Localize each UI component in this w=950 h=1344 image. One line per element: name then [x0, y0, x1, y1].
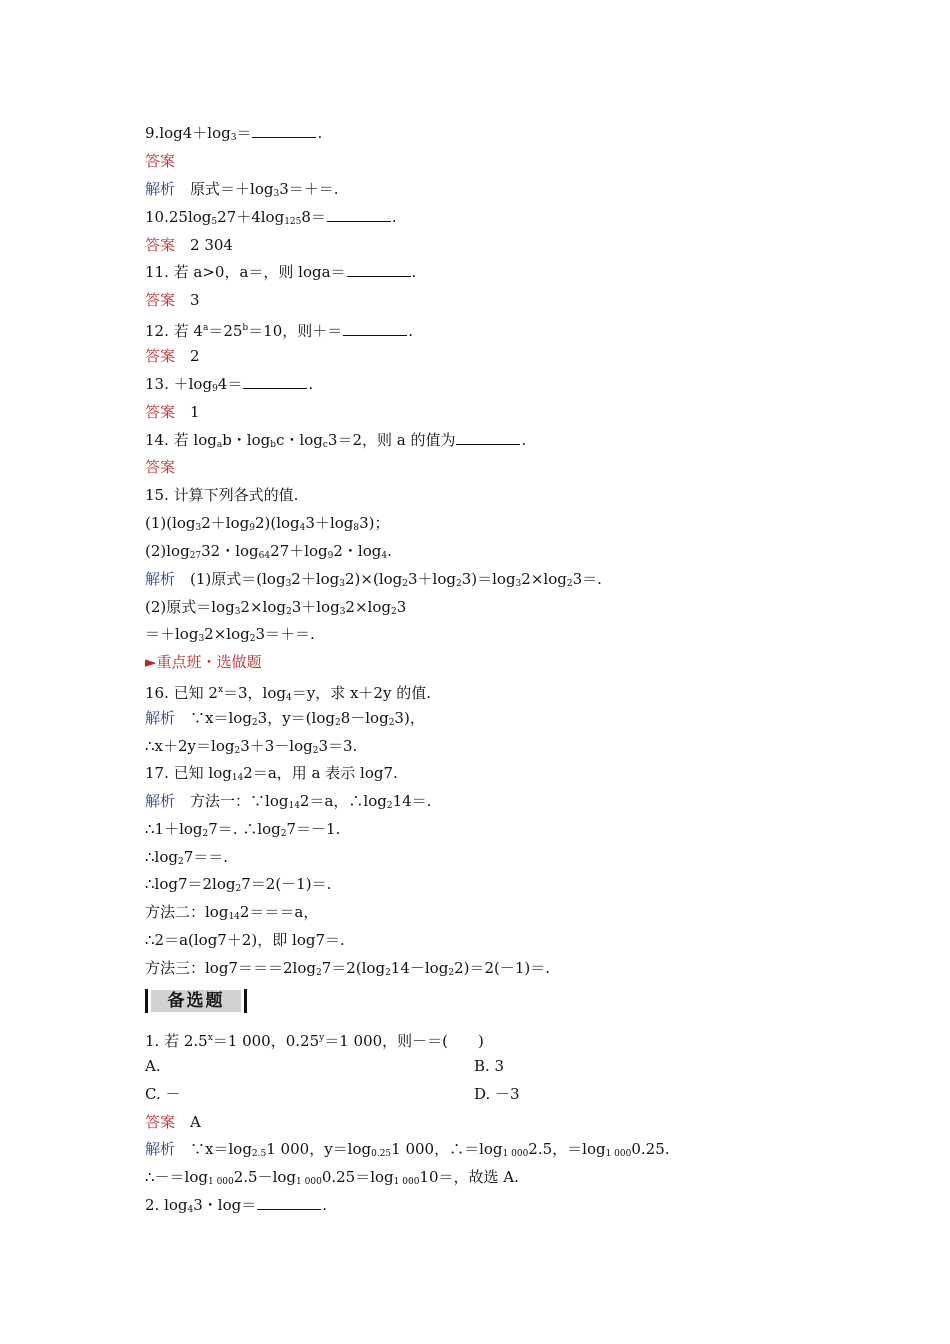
question-9: $9.\log 4+\log_3=$ . — [145, 124, 323, 143]
explanation-16-1: 解析 $\because x=\log_23$，$y=(\log_28-\log_23)$， — [145, 709, 425, 728]
option-c: C. － — [145, 1085, 181, 1103]
explanation-b1-1: 解析 $\because x=\log_{2.5}1$ 000，$y=\log_{0.25}1$ 000，$\therefore=\log_{1 000}2.5$，$=\log_{1 000}0.25$. — [145, 1140, 670, 1159]
explanation-15-1: 解析 (1)原式$=(\log_32+\log_32)\times(\log_23+\log_23)=\log_32\times\log_23=$. — [145, 570, 602, 589]
question-14: 14. 若 $\log_ab$・$\log_bc$・$\log_c3=2$，则 a 的值为 . — [145, 431, 527, 450]
question-13: 13. $+\log_94=$ . — [145, 375, 314, 394]
answer-blank — [243, 374, 307, 389]
question-12: 12. 若 $4^a=25^b=10$，则＋＝ . — [145, 322, 414, 340]
question-15-part2: $(2)\log_{27}32$・$\log_{64}27+\log_92$・$\log_4$. — [145, 542, 392, 561]
option-a: A. — [145, 1057, 161, 1075]
option-b: B. 3 — [474, 1057, 505, 1075]
banner-title: 备选题 — [151, 990, 241, 1012]
explanation-b1-2: $\therefore-=\log_{1 000}2.5-\log_{1 000}0.25=\log_{1 000}10=$，故选 A. — [145, 1168, 519, 1187]
answer-10: 答案 2 304 — [145, 236, 233, 254]
explanation-17-5: 方法二：$\log_{14}2===a$， — [145, 903, 319, 922]
answer-blank — [252, 123, 316, 138]
explanation-15-3: $=+\log_32\times\log_23=+=$. — [145, 625, 315, 644]
answer-blank — [257, 1195, 321, 1210]
question-15-part1: $(1)(\log_32+\log_92)(\log_43+\log_83)$； — [145, 514, 390, 533]
backup-question-2: 2. $\log_43$・log＝ . — [145, 1196, 328, 1215]
answer-label: 答案 — [145, 458, 176, 476]
question-11: 11. 若 a>0，a＝，则 loga＝ . — [145, 263, 417, 281]
question-15: 15. 计算下列各式的值. — [145, 486, 299, 504]
answer-blank — [456, 430, 520, 445]
option-d: D. －3 — [474, 1085, 520, 1103]
question-10: $10.25\log_527+4\log_{125}8=$ . — [145, 208, 397, 227]
answer-blank — [347, 262, 411, 277]
explanation-16-2: $\therefore x+2y=\log_23+3-\log_23=3$. — [145, 737, 358, 756]
answer-13: 答案 1 — [145, 403, 200, 421]
banner-bar-left — [145, 989, 148, 1013]
answer-label: 答案 — [145, 152, 176, 170]
explanation-17-3: $\therefore\log_27==$. — [145, 848, 229, 867]
answer-blank — [343, 321, 407, 336]
explanation-17-6: ∴2＝a(log7＋2)，即 log7＝. — [145, 931, 345, 949]
answer-11: 答案 3 — [145, 291, 200, 309]
section-heading-optional: ►重点班・选做题 — [145, 653, 262, 671]
section-banner — [145, 989, 247, 1013]
explanation-17-1: 解析 方法一：$\because\log_{14}2=a$，$\therefore\log_214=$. — [145, 792, 432, 811]
explanation-17-4: $\therefore\log 7=2\log_27=2(-1)=$. — [145, 875, 332, 894]
explanation-15-2: (2)原式$=\log_32\times\log_23+\log_32\times\log_23$ — [145, 598, 407, 617]
question-17: 17. 已知 $\log_{14}2=a$，用 a 表示 log7. — [145, 764, 398, 783]
question-16: 16. 已知 $2^x=3$，$\log_4=y$，求 x＋2y 的值. — [145, 684, 431, 703]
banner-bar-right — [244, 989, 247, 1013]
answer-b1: 答案 A — [145, 1113, 201, 1131]
explanation-9: 解析 原式$=+\log_33=+=$. — [145, 180, 339, 199]
explanation-17-7: 方法三：$\log 7===2\log_27=2(\log_214-\log_22)=2(-1)=$. — [145, 959, 551, 978]
answer-blank — [327, 207, 391, 222]
backup-question-1: 1. 若 $2.5^x=1$ 000，$0.25^y=1$ 000，则－＝( ) — [145, 1032, 484, 1050]
answer-12: 答案 2 — [145, 347, 200, 365]
explanation-17-2: $\therefore 1+\log_27=$. $\therefore\log_27=-1$. — [145, 820, 341, 839]
